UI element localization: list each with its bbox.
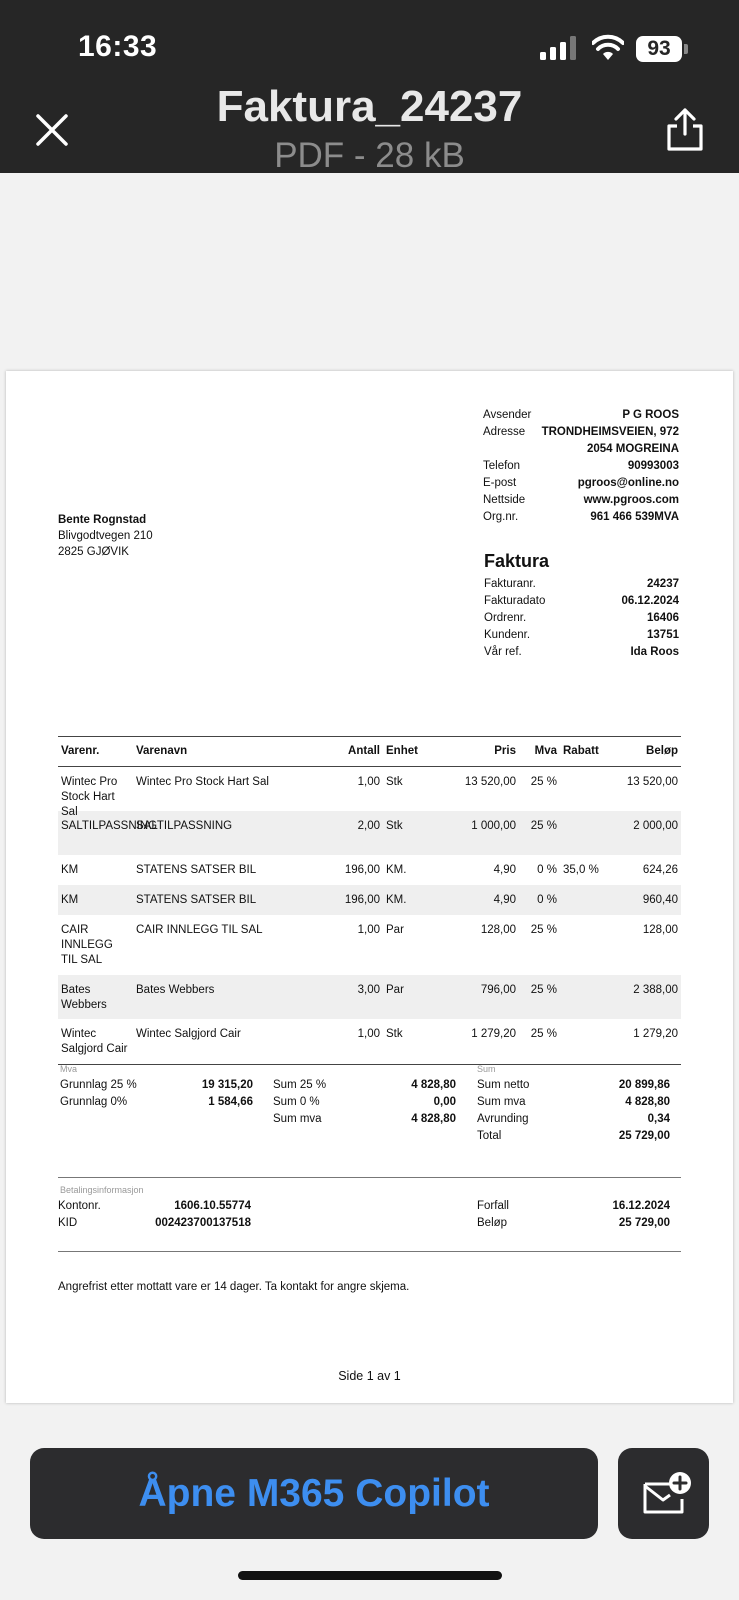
table-cell: 25 % [530, 924, 557, 936]
table-cell: 2 388,00 [633, 984, 678, 996]
column-header: Antall [348, 745, 380, 757]
table-cell: 1,00 [357, 1028, 380, 1040]
sender-row [483, 458, 679, 475]
table-cell: Wintec Salgjord Cair [61, 1028, 128, 1055]
table-cell: 0 % [537, 894, 557, 906]
table-cell: 35,0 % [563, 864, 599, 876]
divider [58, 1177, 681, 1178]
sum-value: 4 828,80 [625, 1096, 670, 1108]
table-cell: 1 279,20 [633, 1028, 678, 1040]
sender-value: 961 466 539MVA [590, 511, 679, 523]
table-cell: Bates Webbers [136, 984, 215, 996]
mva-sum-value: 4 828,80 [411, 1079, 456, 1091]
payment-value: 002423700137518 [155, 1217, 251, 1229]
table-row [58, 975, 681, 1019]
recipient-block [58, 512, 153, 560]
payment-row [477, 1198, 670, 1215]
payment-key: Forfall [477, 1200, 509, 1212]
invoice-meta-value: 13751 [647, 629, 679, 641]
table-row [58, 885, 681, 915]
invoice-meta-key: Ordrenr. [484, 612, 527, 624]
table-row [58, 767, 681, 818]
mva-label: Mva [60, 1064, 78, 1074]
invoice-page [6, 371, 733, 1403]
sender-value: www.pgroos.com [583, 494, 679, 506]
table-cell: CAIR INNLEGG TIL SAL [61, 924, 113, 966]
column-header: Rabatt [563, 745, 599, 757]
table-cell: 25 % [530, 776, 557, 788]
sender-value: TRONDHEIMSVEIEN, 972 [541, 426, 679, 438]
table-cell: 13 520,00 [464, 776, 516, 788]
document-title: Faktura_24237 [216, 82, 523, 131]
table-row [58, 811, 681, 855]
totals-section [58, 1064, 681, 1164]
payment-row [58, 1215, 251, 1232]
wifi-icon [592, 34, 624, 62]
payment-row [58, 1198, 251, 1215]
sum-list [477, 1077, 670, 1145]
sum-row [477, 1111, 670, 1128]
page-number: Side 1 av 1 [338, 1369, 401, 1383]
table-cell: 25 % [530, 1028, 557, 1040]
sum-key: Sum netto [477, 1079, 530, 1091]
table-cell: 2,00 [357, 820, 380, 832]
home-indicator [238, 1571, 502, 1580]
sender-row [483, 441, 679, 458]
sum-row [477, 1094, 670, 1111]
table-cell: 2 000,00 [633, 820, 678, 832]
invoice-meta-key: Fakturanr. [484, 578, 536, 590]
sender-row [483, 424, 679, 441]
payment-value: 25 729,00 [618, 1217, 670, 1229]
sender-row [483, 475, 679, 492]
sum-row [477, 1128, 670, 1145]
table-body [58, 767, 681, 1064]
mva-basis-row [60, 1094, 253, 1111]
cancellation-note: Angrefrist etter mottatt vare er 14 dager. Ta kontakt for angre skjema. [58, 1281, 410, 1293]
cellular-signal-icon [540, 36, 578, 60]
table-cell: Stk [386, 776, 403, 788]
table-cell: Stk [386, 1028, 403, 1040]
invoice-meta-value: 06.12.2024 [621, 595, 679, 607]
sum-value: 0,34 [647, 1113, 670, 1125]
table-cell: 1 000,00 [471, 820, 516, 832]
recipient-city: 2825 GJØVIK [58, 546, 129, 558]
payment-row [477, 1215, 670, 1232]
battery-icon: 93 [636, 36, 682, 62]
mva-basis-key: Grunnlag 25 % [60, 1079, 137, 1091]
mva-sum-key: Sum mva [273, 1113, 322, 1125]
recipient-name: Bente Rognstad [58, 514, 147, 526]
table-row [58, 1019, 681, 1064]
invoice-title: Faktura [484, 551, 550, 571]
table-cell: Stk [386, 820, 403, 832]
mva-basis-key: Grunnlag 0% [60, 1096, 128, 1108]
table-cell: 128,00 [642, 924, 678, 936]
sender-key: Org.nr. [483, 511, 519, 523]
table-cell: SALTILPASSNING [136, 820, 233, 832]
mva-sum-value: 0,00 [433, 1096, 456, 1108]
table-cell: SALTILPASSNING [61, 820, 158, 832]
payment-left [58, 1198, 251, 1232]
column-header: Varenavn [136, 745, 188, 757]
invoice-meta [484, 576, 679, 661]
table-cell: KM [61, 864, 79, 876]
mva-basis-list [60, 1077, 253, 1111]
table-cell: STATENS SATSER BIL [136, 864, 257, 876]
payment-key: Beløp [477, 1217, 508, 1229]
table-cell: Wintec Salgjord Cair [136, 1028, 241, 1040]
table-cell: 128,00 [480, 924, 516, 936]
mva-sum-row [273, 1111, 456, 1128]
invoice-meta-row [484, 627, 679, 644]
table-cell: 1,00 [357, 776, 380, 788]
payment-key: Kontonr. [58, 1200, 101, 1212]
sender-key: E-post [483, 477, 517, 489]
mva-sum-row [273, 1094, 456, 1111]
table-row [58, 915, 681, 975]
sum-value: 20 899,86 [618, 1079, 670, 1091]
table-cell: 4,90 [493, 894, 516, 906]
table-cell: Par [386, 924, 404, 936]
new-mail-button[interactable] [618, 1448, 709, 1539]
sender-value: P G ROOS [622, 409, 679, 421]
column-header: Beløp [646, 745, 678, 757]
status-time: 16:33 [78, 30, 158, 63]
column-header: Mva [534, 745, 557, 757]
table-cell: 25 % [530, 984, 557, 996]
mva-sum-row [273, 1077, 456, 1094]
invoice-meta-key: Fakturadato [484, 595, 546, 607]
payment-key: KID [58, 1217, 78, 1229]
sender-key: Nettside [483, 494, 526, 506]
battery-tip [684, 44, 688, 54]
payment-value: 1606.10.55774 [174, 1200, 251, 1212]
table-cell: 0 % [537, 864, 557, 876]
mva-sum-key: Sum 0 % [273, 1096, 320, 1108]
table-cell: KM [61, 894, 79, 906]
table-cell: STATENS SATSER BIL [136, 894, 257, 906]
sender-value: 90993003 [627, 460, 679, 472]
top-bar [0, 0, 739, 173]
table-cell: Par [386, 984, 404, 996]
table-cell: 25 % [530, 820, 557, 832]
sender-key: Avsender [483, 409, 532, 421]
table-cell: 196,00 [344, 864, 380, 876]
mva-basis-row [60, 1077, 253, 1094]
invoice-meta-value: 24237 [647, 578, 679, 590]
sender-row [483, 492, 679, 509]
table-cell: Wintec Pro Stock Hart Sal [136, 776, 269, 788]
table-cell: 196,00 [344, 894, 380, 906]
payment-label: Betalingsinformasjon [60, 1185, 144, 1195]
table-cell: 624,26 [642, 864, 678, 876]
mva-sum-key: Sum 25 % [273, 1079, 327, 1091]
table-cell: 3,00 [357, 984, 380, 996]
invoice-meta-row [484, 610, 679, 627]
document-subtitle: PDF - 28 kB [274, 136, 465, 175]
sender-row [483, 509, 679, 526]
invoice-meta-key: Kundenr. [484, 629, 531, 641]
mva-sum-list [273, 1077, 456, 1128]
recipient-street: Blivgodtvegen 210 [58, 530, 153, 542]
invoice-meta-row [484, 593, 679, 610]
divider [58, 1251, 681, 1252]
share-icon[interactable] [664, 106, 706, 152]
sum-key: Total [477, 1130, 502, 1142]
column-header: Varenr. [61, 745, 100, 757]
sum-key: Avrunding [477, 1113, 529, 1125]
table-header [58, 736, 681, 767]
table-cell: 1,00 [357, 924, 380, 936]
table-row [58, 855, 681, 885]
table-cell: 1 279,20 [471, 1028, 516, 1040]
open-copilot-button[interactable]: Åpne M365 Copilot [30, 1448, 598, 1539]
invoice-meta-row [484, 576, 679, 593]
table-cell: 13 520,00 [626, 776, 678, 788]
mva-basis-value: 19 315,20 [201, 1079, 253, 1091]
mva-sum-value: 4 828,80 [411, 1113, 456, 1125]
invoice-meta-value: Ida Roos [630, 646, 679, 658]
payment-right [477, 1198, 670, 1232]
sender-block [483, 407, 679, 526]
invoice-meta-row [484, 644, 679, 661]
payment-value: 16.12.2024 [612, 1200, 670, 1212]
mail-add-icon [618, 1448, 709, 1539]
sender-value: pgroos@online.no [577, 477, 679, 489]
table-cell: Wintec Pro Stock Hart Sal [61, 776, 118, 818]
sum-key: Sum mva [477, 1096, 526, 1108]
table-cell: 960,40 [642, 894, 678, 906]
table-cell: Bates Webbers [61, 984, 107, 1011]
table-cell: KM. [386, 864, 407, 876]
table-cell: 4,90 [493, 864, 516, 876]
table-cell: KM. [386, 894, 407, 906]
sender-key: Adresse [483, 426, 526, 438]
sender-key: Telefon [483, 460, 521, 472]
table-cell: CAIR INNLEGG TIL SAL [136, 924, 263, 936]
sender-row [483, 407, 679, 424]
invoice-meta-value: 16406 [647, 612, 679, 624]
table-cell: 796,00 [480, 984, 516, 996]
invoice-table [58, 736, 681, 1065]
column-header: Pris [494, 745, 516, 757]
mva-basis-value: 1 584,66 [208, 1096, 253, 1108]
sum-label: Sum [477, 1064, 496, 1074]
sum-row [477, 1077, 670, 1094]
invoice-meta-key: Vår ref. [484, 646, 522, 658]
column-header: Enhet [386, 745, 418, 757]
sum-value: 25 729,00 [618, 1130, 670, 1142]
sender-value: 2054 MOGREINA [586, 443, 679, 455]
